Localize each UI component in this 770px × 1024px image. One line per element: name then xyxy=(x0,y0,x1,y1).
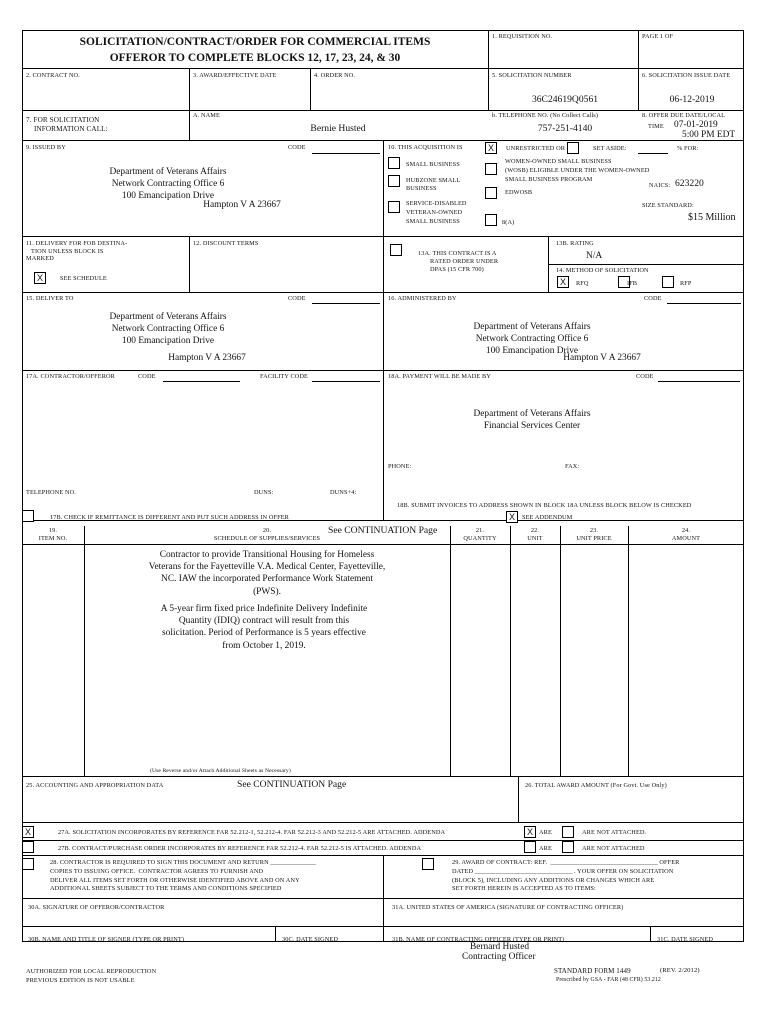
contract-no-label: 2. CONTRACT NO. xyxy=(26,72,80,79)
administered-by-address xyxy=(382,322,682,357)
sdvosb-checkbox[interactable] xyxy=(388,201,400,213)
see-schedule-label: SEE SCHEDULE xyxy=(60,275,107,282)
contact-name: Bernie Husted xyxy=(310,123,366,134)
signature-offeror-label: 30A. SIGNATURE OF OFFEROR/CONTRACTOR xyxy=(28,904,165,911)
col-unit xyxy=(510,527,560,543)
signer-name-label: 30B. NAME AND TITLE OF SIGNER (TYPE OR PRINT) xyxy=(28,936,185,943)
rule xyxy=(22,822,744,823)
rule xyxy=(628,526,629,776)
col-num: 19. xyxy=(48,527,58,534)
unrestricted-label: UNRESTRICTED OR xyxy=(506,145,566,152)
form-title-line1: SOLICITATION/CONTRACT/ORDER FOR COMMERCIAL ITEMS xyxy=(79,36,431,48)
col-title: UNIT xyxy=(527,534,543,542)
sdvosb-label xyxy=(406,199,467,226)
rule xyxy=(22,236,744,237)
solicitation-no: 36C24619Q0561 xyxy=(531,94,599,105)
remittance-label: 17B. CHECK IF REMITTANCE IS DIFFERENT AND PUT SUCH ADDRESS IN OFFER xyxy=(50,514,289,521)
rule xyxy=(560,526,561,776)
remittance-checkbox[interactable] xyxy=(22,510,34,522)
label-line: SERVICE-DISABLED xyxy=(406,200,467,207)
duns4-label: DUNS+4: xyxy=(330,489,357,496)
col-item-no xyxy=(22,527,84,543)
are-not-label: ARE NOT ATTACHED xyxy=(582,845,645,852)
rule xyxy=(450,526,451,776)
label-line: DPAS (15 CFR 700) xyxy=(430,265,484,273)
small-business-checkbox[interactable] xyxy=(388,157,400,169)
rule xyxy=(22,926,744,927)
time-label: TIME xyxy=(648,123,664,130)
address-line: Department of Veterans Affairs xyxy=(109,312,227,322)
wosb-checkbox[interactable] xyxy=(485,163,497,175)
deliver-to-city: Hampton V A 23667 xyxy=(168,353,246,363)
rule xyxy=(22,544,744,545)
form-title-line2: OFFEROR TO COMPLETE BLOCKS 12, 17, 23, 24, & 30 xyxy=(109,52,401,65)
issue-date: 06-12-2019 xyxy=(669,94,715,105)
signature-officer-label: 31A. UNITED STATES OF AMERICA (SIGNATURE OF CONTRACTING OFFICER) xyxy=(392,904,624,911)
label-line: TION UNLESS BLOCK IS xyxy=(31,247,104,255)
see-schedule-checkbox[interactable]: X xyxy=(34,272,46,284)
discount-terms-label: 12. DISCOUNT TERMS xyxy=(193,240,259,247)
address-line: Department of Veterans Affairs xyxy=(473,322,591,332)
label-line: WOMEN-OWNED SMALL BUSINESS xyxy=(505,158,612,165)
code-label: CODE xyxy=(138,373,156,380)
signer-date-label: 30C. DATE SIGNED xyxy=(282,936,338,943)
address-line: Financial Services Center xyxy=(483,420,581,431)
rule xyxy=(22,30,744,31)
footer-form-number: STANDARD FORM 1449 xyxy=(554,967,631,975)
rule xyxy=(22,110,744,111)
rule xyxy=(22,68,744,69)
address-line: Network Contracting Office 6 xyxy=(111,178,225,189)
col-num: 24. xyxy=(681,527,691,534)
label-line: SMALL BUSINESS PROGRAM xyxy=(505,176,593,184)
col-title: QUANTITY xyxy=(463,534,497,542)
code-label: CODE xyxy=(288,144,306,151)
footer-prescribed: Prescribed by GSA - FAR (48 CFR) 53.212 xyxy=(556,977,661,983)
accounting-label: 25. ACCOUNTING AND APPROPRIATION DATA xyxy=(26,782,164,789)
27a-label: 27A. SOLICITATION INCORPORATES BY REFERENCE FAR 52.212-1, 52.212-4. FAR 52.212-3 AND 52.212-5 ARE ATTACHED. ADDENDA xyxy=(58,829,446,836)
footer-reproduction: AUTHORIZED FOR LOCAL REPRODUCTION xyxy=(26,968,157,975)
ifb-label: IFB xyxy=(627,280,638,287)
rated-order-label xyxy=(418,250,498,274)
award-date-label: 3. AWARD/EFFECTIVE DATE xyxy=(193,72,277,79)
hubzone-checkbox[interactable] xyxy=(388,175,400,187)
issued-by-city: Hampton V A 23667 xyxy=(203,200,281,210)
col-title: ITEM NO. xyxy=(38,534,68,542)
total-award-label: 26. TOTAL AWARD AMOUNT (For Govt. Use Only) xyxy=(525,782,667,789)
27a-checkbox[interactable]: X xyxy=(22,826,34,838)
label-line: SMALL BUSINESS xyxy=(406,218,460,226)
rule xyxy=(189,68,190,110)
rule xyxy=(189,110,190,140)
schedule-description-1: Contractor to provide Transitional Housing for Homeless Veterans for the Fayetteville V.A. Medical Center, Fayetteville, NC. IAW the incorporated Performance Work Statement (PWS). xyxy=(148,550,386,597)
col-num: 20. xyxy=(262,527,272,534)
set-aside-checkbox[interactable] xyxy=(567,142,579,154)
27b-checkbox[interactable] xyxy=(22,841,34,853)
payment-address xyxy=(382,409,682,433)
telephone-label: TELEPHONE NO. xyxy=(26,489,76,496)
facility-code-field[interactable] xyxy=(312,381,380,382)
rule xyxy=(84,526,85,776)
submit-invoices-label: 18B. SUBMIT INVOICES TO ADDRESS SHOWN IN BLOCK 18A UNLESS BLOCK BELOW IS CHECKED xyxy=(397,502,692,509)
name-label: A. NAME xyxy=(193,112,220,119)
rule xyxy=(650,926,651,942)
schedule-footnote: (Use Reverse and/or Attach Additional Sheets as Necessary) xyxy=(150,768,291,774)
administered-by-label: 16. ADMINISTERED BY xyxy=(388,295,457,302)
page-label: PAGE 1 OF xyxy=(642,33,674,40)
address-line: Department of Veterans Affairs xyxy=(473,409,591,419)
wosb-label xyxy=(505,157,649,184)
fax-label: FAX: xyxy=(565,463,580,470)
officer-title: Contracting Officer xyxy=(462,952,536,962)
rule xyxy=(638,30,639,110)
address-line: Network Contracting Office 6 xyxy=(111,323,225,334)
code-field[interactable] xyxy=(312,153,380,154)
col-quantity xyxy=(450,527,510,543)
28-checkbox[interactable] xyxy=(22,858,34,870)
delivery-fob-label xyxy=(26,240,127,263)
rule xyxy=(548,264,744,265)
rating-label: 13B. RATING xyxy=(556,240,594,247)
8a-checkbox[interactable] xyxy=(485,214,497,226)
phone-label: b. TELEPHONE NO. (No Collect Calls) xyxy=(492,112,599,119)
rule xyxy=(22,370,744,371)
28-text: 28. CONTRACTOR IS REQUIRED TO SIGN THIS DOCUMENT AND RETURN ______________ COPIES TO ISSUING OFFICE. CONTRACTOR AGREES TO FURNISH AND DELIVER ALL ITEMS SET FORTH OR OTHERWISE IDENTIFIED ABOVE AND ON ANY ADDITIONAL SHEETS SUBJECT TO THE TERMS AND CONDITIONS SPECIFIED xyxy=(50,859,316,893)
solicitation-no-label: 5. SOLICITATION NUMBER xyxy=(492,72,572,79)
sf1449-form xyxy=(22,30,744,984)
col-amount xyxy=(628,527,744,543)
continuation-note: See CONTINUATION Page xyxy=(328,525,438,536)
percent-field[interactable] xyxy=(638,153,668,154)
are-not-label: ARE NOT ATTACHED. xyxy=(582,829,647,836)
edwosb-label: EDWOSB xyxy=(505,189,533,196)
unrestricted-checkbox[interactable]: X xyxy=(485,142,497,154)
rule xyxy=(518,776,519,822)
officer-name: Bernard Husted xyxy=(470,942,530,952)
rfp-checkbox[interactable] xyxy=(662,276,674,288)
small-business-label: SMALL BUSINESS xyxy=(406,161,460,168)
for-info-label: 7. FOR SOLICITATION xyxy=(26,116,100,124)
contractor-code-field[interactable] xyxy=(163,381,240,382)
issue-date-label: 6. SOLICITATION ISSUE DATE xyxy=(642,72,731,79)
deliver-to-label: 15. DELIVER TO xyxy=(26,295,74,302)
requisition-label: 1. REQUISITION NO. xyxy=(492,33,553,40)
col-unit-price xyxy=(560,527,628,543)
29-checkbox[interactable] xyxy=(422,858,434,870)
col-num: 23. xyxy=(589,527,599,534)
address-line: 100 Emancipation Drive xyxy=(121,335,215,346)
col-title: UNIT PRICE xyxy=(576,534,612,542)
set-aside-label: SET ASIDE: xyxy=(593,145,627,152)
col-title: SCHEDULE OF SUPPLIES/SERVICES xyxy=(213,534,321,542)
rule xyxy=(22,776,744,777)
rated-order-checkbox[interactable] xyxy=(390,244,402,256)
rfq-label: RFQ xyxy=(576,280,589,287)
duns-label: DUNS: xyxy=(254,489,274,496)
27b-are-not-checkbox[interactable] xyxy=(562,841,574,853)
label-line: VETERAN-OWNED xyxy=(406,209,463,217)
code-field[interactable] xyxy=(312,303,380,304)
footer-edition: PREVIOUS EDITION IS NOT USABLE xyxy=(26,977,135,984)
accounting-value: See CONTINUATION Page xyxy=(237,779,347,790)
naics-value: 623220 xyxy=(675,178,704,189)
rule xyxy=(22,292,744,293)
col-num: 21. xyxy=(475,527,485,534)
rule xyxy=(189,236,190,292)
size-standard-label: SIZE STANDARD: xyxy=(642,202,694,209)
payment-label: 18A. PAYMENT WILL BE MADE BY xyxy=(388,373,491,380)
label-line: BUSINESS xyxy=(406,184,437,192)
phone-value: 757-251-4140 xyxy=(537,123,593,134)
address-line: Department of Veterans Affairs xyxy=(109,167,227,177)
are-label: ARE xyxy=(539,829,552,836)
27a-are-checkbox[interactable]: X xyxy=(524,826,536,838)
8a-label: 8(A) xyxy=(502,219,515,226)
address-line: Network Contracting Office 6 xyxy=(475,333,589,344)
label-line: RATED ORDER UNDER xyxy=(430,257,499,265)
issued-by-label: 9. ISSUED BY xyxy=(26,144,66,151)
rule xyxy=(383,855,384,942)
rule xyxy=(310,68,311,110)
due-time: 5:00 PM EDT xyxy=(682,130,736,140)
addendum-label: SEE ADDENDUM xyxy=(522,514,573,521)
order-no-label: 4. ORDER NO. xyxy=(314,72,356,79)
schedule-description-2: A 5-year firm fixed price Indefinite Delivery Indefinite Quantity (IDIQ) contract will result from this solicitation. Period of Performance is 5 years effective from October 1, 2019. xyxy=(160,604,368,651)
officer-name-label: 31B. NAME OF CONTRACTING OFFICER (TYPE OR PRINT) xyxy=(392,936,565,943)
phone-label: PHONE: xyxy=(388,463,412,470)
footer-revision: (REV. 2/2012) xyxy=(660,967,700,974)
rating-value: N/A xyxy=(586,251,603,261)
addendum-checkbox[interactable]: X xyxy=(506,511,518,523)
col-num: 22. xyxy=(530,527,540,534)
rfq-checkbox[interactable]: X xyxy=(557,276,569,288)
rule xyxy=(488,30,489,110)
col-title: AMOUNT xyxy=(671,534,701,542)
due-date: 07-01-2019 xyxy=(674,120,718,130)
code-field[interactable] xyxy=(667,303,741,304)
label-line: 11. DELIVERY FOR FOB DESTINA- xyxy=(26,240,128,247)
label-line: (WOSB) ELIGIBLE UNDER THE WOMEN-OWNED xyxy=(505,167,650,175)
administered-by-city: Hampton V A 23667 xyxy=(563,353,641,363)
rfp-label: RFP xyxy=(680,280,692,287)
code-label: CODE xyxy=(644,295,662,302)
label-line: HUBZONE SMALL xyxy=(406,177,461,184)
acquisition-label: 10. THIS ACQUISITION IS xyxy=(388,144,463,151)
deliver-to-address xyxy=(22,312,314,347)
size-standard-value: $15 Million xyxy=(688,212,736,223)
due-label: 8. OFFER DUE DATE/LOCAL xyxy=(642,112,726,119)
code-label: CODE xyxy=(288,295,306,302)
label-line: MARKED xyxy=(26,255,54,263)
label-line: 13A. THIS CONTRACT IS A xyxy=(418,250,497,257)
edwosb-checkbox[interactable] xyxy=(485,187,497,199)
code-label: CODE xyxy=(636,373,654,380)
percent-for-label: % FOR: xyxy=(677,145,699,152)
27a-are-not-checkbox[interactable] xyxy=(562,826,574,838)
method-label: 14. METHOD OF SOLICITATION xyxy=(556,267,649,274)
27b-label: 27B. CONTRACT/PURCHASE ORDER INCORPORATES BY REFERENCE FAR 52.212-4. FAR 52.212-5 IS ATTACHED. ADDENDA xyxy=(58,845,422,852)
rule xyxy=(22,840,744,841)
code-field[interactable] xyxy=(658,381,740,382)
hubzone-label xyxy=(406,177,460,193)
facility-code-label: FACILITY CODE xyxy=(260,373,308,380)
rule xyxy=(275,926,276,942)
naics-label: NAICS: xyxy=(649,182,671,189)
rule xyxy=(743,30,744,942)
rule xyxy=(510,526,511,776)
contractor-label: 17A. CONTRACTOR/OFFEROR xyxy=(26,373,115,380)
address-line: 100 Emancipation Drive xyxy=(121,190,215,201)
issued-by-address xyxy=(22,167,314,202)
27b-are-checkbox[interactable] xyxy=(524,841,536,853)
officer-date-label: 31C. DATE SIGNED xyxy=(657,936,713,943)
for-info-label2: INFORMATION CALL: xyxy=(34,125,108,133)
are-label: ARE xyxy=(539,845,552,852)
form-title xyxy=(22,34,488,66)
29-text: 29. AWARD OF CONTRACT: REF. _________________________________ OFFER DATED ______________________________ . YOUR OFFER ON SOLICITATION (BLOCK 5), INCLUDING ANY ADDITIONS OR CHANGES WHICH ARE SET FORTH HEREIN IS ACCEPTED AS TO ITEMS: xyxy=(452,859,680,893)
address-line: 100 Emancipation Drive xyxy=(485,345,579,356)
